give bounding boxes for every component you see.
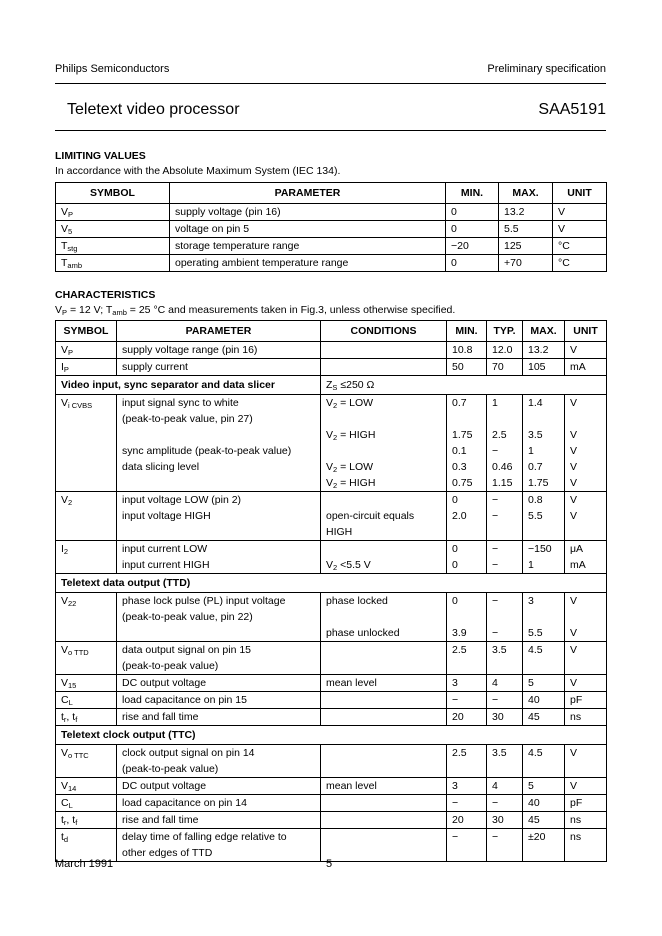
conditions: $V_2$ = HIGH bbox=[321, 427, 447, 443]
table-row bbox=[56, 221, 607, 238]
unit: V bbox=[565, 443, 607, 459]
max: 3 bbox=[523, 593, 565, 626]
min: 2.5 bbox=[447, 745, 487, 778]
parameter: rise and fall time bbox=[117, 709, 321, 726]
table-row bbox=[56, 459, 607, 475]
col-header: MAX. bbox=[523, 321, 565, 342]
symbol: $V_2$ bbox=[56, 492, 117, 541]
group-row bbox=[56, 574, 607, 593]
table-row bbox=[56, 745, 607, 778]
typ: 12.0 bbox=[487, 342, 523, 359]
characteristics-table bbox=[55, 320, 607, 862]
conditions: $V_2 <5.5$ V bbox=[321, 557, 447, 574]
table-row bbox=[56, 427, 607, 443]
min: 1.75 bbox=[447, 427, 487, 443]
conditions: mean level bbox=[321, 675, 447, 692]
unit: μA bbox=[565, 541, 607, 558]
col-header: SYMBOL bbox=[56, 321, 117, 342]
symbol: $C_L$ bbox=[56, 795, 117, 812]
min: 20 bbox=[447, 709, 487, 726]
typ: − bbox=[487, 508, 523, 541]
footer-date: March 1991 bbox=[55, 858, 114, 870]
symbol: $t_r$, $t_f$ bbox=[56, 812, 117, 829]
table-row bbox=[56, 709, 607, 726]
symbol: $V_{o TTC}$ bbox=[56, 745, 117, 778]
max: 4.5 bbox=[523, 642, 565, 675]
group-row bbox=[56, 376, 607, 395]
min: 2.0 bbox=[447, 508, 487, 541]
max: 105 bbox=[523, 359, 565, 376]
unit: °C bbox=[553, 238, 607, 255]
conditions: phase unlocked bbox=[321, 625, 447, 642]
table-row bbox=[56, 342, 607, 359]
parameter: supply voltage range (pin 16) bbox=[117, 342, 321, 359]
unit: pF bbox=[565, 692, 607, 709]
min: 3 bbox=[447, 778, 487, 795]
max: 1 bbox=[523, 443, 565, 459]
conditions bbox=[321, 642, 447, 675]
min: 20 bbox=[447, 812, 487, 829]
group-title: Video input, sync separator and data slicer bbox=[56, 376, 321, 395]
limiting-subtitle: In accordance with the Absolute Maximum System (IEC 134). bbox=[55, 165, 341, 177]
max: 5 bbox=[523, 675, 565, 692]
parameter: input voltage HIGH bbox=[117, 508, 321, 541]
max: 1.75 bbox=[523, 475, 565, 492]
conditions: $V_2$ = LOW bbox=[321, 459, 447, 475]
table-row bbox=[56, 557, 607, 574]
parameter: rise and fall time bbox=[117, 812, 321, 829]
typ: − bbox=[487, 541, 523, 558]
symbol: $V_{o TTD}$ bbox=[56, 642, 117, 675]
unit: V bbox=[565, 427, 607, 443]
typ: 70 bbox=[487, 359, 523, 376]
typ: 30 bbox=[487, 812, 523, 829]
max: 5.5 bbox=[499, 221, 553, 238]
unit: V bbox=[565, 642, 607, 675]
parameter: DC output voltage bbox=[117, 675, 321, 692]
min: −20 bbox=[446, 238, 499, 255]
parameter: data output signal on pin 15 (peak-to-peak value) bbox=[117, 642, 321, 675]
conditions bbox=[321, 443, 447, 459]
parameter: supply current bbox=[117, 359, 321, 376]
unit: V bbox=[565, 508, 607, 541]
min: 0.1 bbox=[447, 443, 487, 459]
max: 4.5 bbox=[523, 745, 565, 778]
limiting-table bbox=[55, 182, 607, 272]
symbol: $T_{amb}$ bbox=[56, 255, 170, 272]
conditions bbox=[321, 492, 447, 509]
max: 45 bbox=[523, 812, 565, 829]
min: − bbox=[447, 795, 487, 812]
typ: 1 bbox=[487, 395, 523, 428]
symbol: $V_{i CVBS}$ bbox=[56, 395, 117, 492]
table-row bbox=[56, 675, 607, 692]
symbol: $T_{stg}$ bbox=[56, 238, 170, 255]
min: 0 bbox=[447, 541, 487, 558]
unit: °C bbox=[553, 255, 607, 272]
parameter: supply voltage (pin 16) bbox=[170, 204, 446, 221]
conditions bbox=[321, 745, 447, 778]
col-header: UNIT bbox=[553, 183, 607, 204]
table-row bbox=[56, 359, 607, 376]
typ: 3.5 bbox=[487, 642, 523, 675]
table-row bbox=[56, 492, 607, 509]
max: 3.5 bbox=[523, 427, 565, 443]
unit: V bbox=[565, 342, 607, 359]
min: 0 bbox=[447, 593, 487, 626]
symbol: $V_{15}$ bbox=[56, 675, 117, 692]
max: 40 bbox=[523, 795, 565, 812]
max: 1.4 bbox=[523, 395, 565, 428]
max: ±20 bbox=[523, 829, 565, 862]
limiting-heading: LIMITING VALUES bbox=[55, 150, 146, 162]
typ: − bbox=[487, 443, 523, 459]
table-row bbox=[56, 255, 607, 272]
col-header: UNIT bbox=[565, 321, 607, 342]
table-row bbox=[56, 443, 607, 459]
parameter: delay time of falling edge relative to other edges of TTD bbox=[117, 829, 321, 862]
min: 3.9 bbox=[447, 625, 487, 642]
symbol: $I_P$ bbox=[56, 359, 117, 376]
unit: V bbox=[565, 492, 607, 509]
parameter: input current HIGH bbox=[117, 557, 321, 574]
typ: 4 bbox=[487, 675, 523, 692]
parameter: sync amplitude (peak-to-peak value) bbox=[117, 443, 321, 459]
typ: 2.5 bbox=[487, 427, 523, 443]
group-condition: $Z_S \le 250$ Ω bbox=[321, 376, 607, 395]
min: − bbox=[447, 692, 487, 709]
max: 125 bbox=[499, 238, 553, 255]
parameter: load capacitance on pin 15 bbox=[117, 692, 321, 709]
header-rule bbox=[55, 83, 606, 84]
parameter bbox=[117, 427, 321, 443]
parameter: storage temperature range bbox=[170, 238, 446, 255]
part-number: SAA5191 bbox=[538, 101, 606, 118]
unit: V bbox=[565, 593, 607, 626]
table-row bbox=[56, 238, 607, 255]
group-row bbox=[56, 726, 607, 745]
conditions bbox=[321, 795, 447, 812]
col-header: MIN. bbox=[447, 321, 487, 342]
max: +70 bbox=[499, 255, 553, 272]
conditions bbox=[321, 812, 447, 829]
typ: − bbox=[487, 492, 523, 509]
min: 0 bbox=[446, 255, 499, 272]
parameter: input current LOW bbox=[117, 541, 321, 558]
symbol: $I_2$ bbox=[56, 541, 117, 574]
conditions bbox=[321, 829, 447, 862]
col-header: TYP. bbox=[487, 321, 523, 342]
symbol: $t_r$, $t_f$ bbox=[56, 709, 117, 726]
max: 0.7 bbox=[523, 459, 565, 475]
conditions: mean level bbox=[321, 778, 447, 795]
max: 5.5 bbox=[523, 625, 565, 642]
parameter: DC output voltage bbox=[117, 778, 321, 795]
max: 0.8 bbox=[523, 492, 565, 509]
title-rule bbox=[55, 130, 606, 131]
typ: 4 bbox=[487, 778, 523, 795]
conditions: phase locked bbox=[321, 593, 447, 626]
table-row bbox=[56, 395, 607, 428]
parameter: operating ambient temperature range bbox=[170, 255, 446, 272]
typ: − bbox=[487, 625, 523, 642]
min: 2.5 bbox=[447, 642, 487, 675]
table-row bbox=[56, 829, 607, 862]
typ: 0.46 bbox=[487, 459, 523, 475]
symbol: $V_{14}$ bbox=[56, 778, 117, 795]
min: 0.75 bbox=[447, 475, 487, 492]
max: 13.2 bbox=[499, 204, 553, 221]
max: 1 bbox=[523, 557, 565, 574]
table-row bbox=[56, 625, 607, 642]
table-row bbox=[56, 778, 607, 795]
min: 0.3 bbox=[447, 459, 487, 475]
conditions bbox=[321, 709, 447, 726]
typ: − bbox=[487, 795, 523, 812]
unit: V bbox=[565, 745, 607, 778]
col-header: PARAMETER bbox=[170, 183, 446, 204]
parameter bbox=[117, 625, 321, 642]
max: 13.2 bbox=[523, 342, 565, 359]
table-row bbox=[56, 593, 607, 626]
unit: V bbox=[565, 675, 607, 692]
parameter: voltage on pin 5 bbox=[170, 221, 446, 238]
unit: ns bbox=[565, 709, 607, 726]
symbol: $V_P$ bbox=[56, 342, 117, 359]
conditions: $V_2$ = HIGH bbox=[321, 475, 447, 492]
min: 3 bbox=[447, 675, 487, 692]
unit: ns bbox=[565, 829, 607, 862]
symbol: $V_P$ bbox=[56, 204, 170, 221]
table-row bbox=[56, 475, 607, 492]
symbol: $V_5$ bbox=[56, 221, 170, 238]
min: − bbox=[447, 829, 487, 862]
spec-status: Preliminary specification bbox=[487, 63, 606, 75]
parameter bbox=[117, 475, 321, 492]
unit: V bbox=[565, 395, 607, 428]
typ: 3.5 bbox=[487, 745, 523, 778]
parameter: phase lock pulse (PL) input voltage (peak-to-peak value, pin 22) bbox=[117, 593, 321, 626]
max: 5 bbox=[523, 778, 565, 795]
company-name: Philips Semiconductors bbox=[55, 63, 170, 75]
typ: 30 bbox=[487, 709, 523, 726]
min: 0 bbox=[446, 221, 499, 238]
page-number: 5 bbox=[326, 858, 333, 870]
min: 0 bbox=[447, 492, 487, 509]
min: 0.7 bbox=[447, 395, 487, 428]
unit: V bbox=[565, 475, 607, 492]
page-title: Teletext video processor bbox=[67, 101, 240, 118]
max: 5.5 bbox=[523, 508, 565, 541]
col-header: MAX. bbox=[499, 183, 553, 204]
group-title: Teletext data output (TTD) bbox=[56, 574, 607, 593]
conditions: $V_2$ = LOW bbox=[321, 395, 447, 428]
table-row bbox=[56, 541, 607, 558]
table-header bbox=[56, 321, 607, 342]
col-header: PARAMETER bbox=[117, 321, 321, 342]
typ: − bbox=[487, 692, 523, 709]
min: 10.8 bbox=[447, 342, 487, 359]
unit: pF bbox=[565, 795, 607, 812]
max: 45 bbox=[523, 709, 565, 726]
unit: mA bbox=[565, 557, 607, 574]
unit: V bbox=[553, 204, 607, 221]
characteristics-heading: CHARACTERISTICS bbox=[55, 289, 156, 301]
typ: − bbox=[487, 829, 523, 862]
table-row bbox=[56, 642, 607, 675]
typ: − bbox=[487, 557, 523, 574]
symbol: $t_d$ bbox=[56, 829, 117, 862]
col-header: SYMBOL bbox=[56, 183, 170, 204]
max: −150 bbox=[523, 541, 565, 558]
symbol: $V_{22}$ bbox=[56, 593, 117, 642]
conditions bbox=[321, 342, 447, 359]
table-row bbox=[56, 812, 607, 829]
table-header bbox=[56, 183, 607, 204]
col-header: MIN. bbox=[446, 183, 499, 204]
unit: V bbox=[553, 221, 607, 238]
unit: V bbox=[565, 778, 607, 795]
conditions bbox=[321, 692, 447, 709]
min: 0 bbox=[447, 557, 487, 574]
conditions bbox=[321, 541, 447, 558]
table-row bbox=[56, 692, 607, 709]
col-header: CONDITIONS bbox=[321, 321, 447, 342]
max: 40 bbox=[523, 692, 565, 709]
unit: V bbox=[565, 625, 607, 642]
parameter: clock output signal on pin 14 (peak-to-peak value) bbox=[117, 745, 321, 778]
unit: mA bbox=[565, 359, 607, 376]
min: 0 bbox=[446, 204, 499, 221]
parameter: load capacitance on pin 14 bbox=[117, 795, 321, 812]
table-row bbox=[56, 204, 607, 221]
group-title: Teletext clock output (TTC) bbox=[56, 726, 607, 745]
table-row bbox=[56, 795, 607, 812]
table-row bbox=[56, 508, 607, 541]
typ: 1.15 bbox=[487, 475, 523, 492]
conditions bbox=[321, 359, 447, 376]
parameter: input signal sync to white (peak-to-peak value, pin 27) bbox=[117, 395, 321, 428]
conditions: open-circuit equals HIGH bbox=[321, 508, 447, 541]
parameter: data slicing level bbox=[117, 459, 321, 475]
unit: V bbox=[565, 459, 607, 475]
typ: − bbox=[487, 593, 523, 626]
characteristics-conditions: $V_P = 12$ V; $T_{amb} = 25$ °C and measurements taken in Fig.3, unless otherwise specified. bbox=[55, 304, 456, 317]
parameter: input voltage LOW (pin 2) bbox=[117, 492, 321, 509]
unit: ns bbox=[565, 812, 607, 829]
min: 50 bbox=[447, 359, 487, 376]
symbol: $C_L$ bbox=[56, 692, 117, 709]
